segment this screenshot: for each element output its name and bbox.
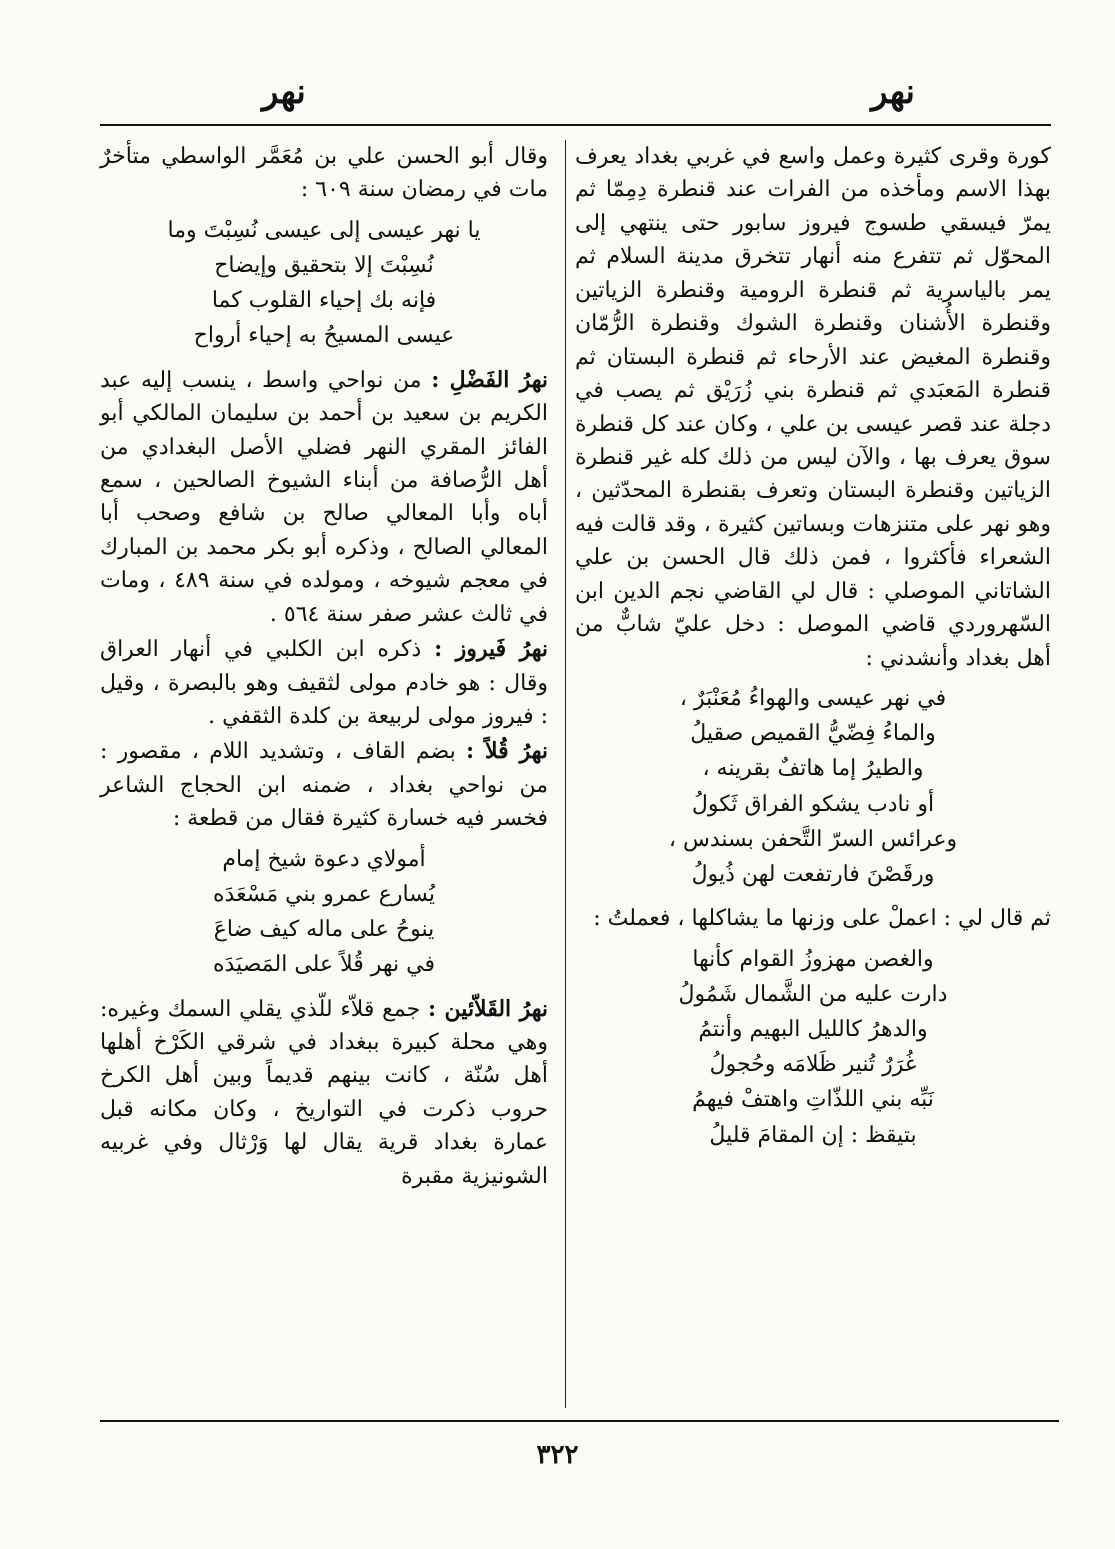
poem-line: نُسِبْتَ إلا بتحقيق وإيضاح bbox=[214, 253, 434, 279]
poem-line: والدهرُ كالليل البهيم وأنتمُ bbox=[698, 1016, 928, 1042]
poem-line: وعرائس السرّ التَّحفن بسندس ، bbox=[668, 826, 958, 852]
poem-line: غُرَرٌ تُنير ظَلامَه وحُجولُ bbox=[709, 1052, 917, 1078]
poem-line: والماءُ فِضّيُّ القميص صقيلُ bbox=[690, 721, 936, 747]
poem bbox=[100, 213, 548, 354]
entry-body: بضم القاف ، وتشديد اللام ، مقصور : من نواحي بغداد ، ضمنه ابن الحجاج الشاعر فخسر فيه خسارة كثيرة فقال من قطعة : bbox=[100, 739, 548, 832]
poem-line: بتيقظ : إن المقامَ قليلُ bbox=[709, 1122, 917, 1148]
entry-nahr-al-fadl bbox=[100, 364, 548, 632]
running-header-right: نهر bbox=[871, 72, 915, 112]
poem-line: فإنه بك إحياء القلوب كما bbox=[211, 288, 437, 314]
page-number: ٣٢٢ bbox=[536, 1440, 579, 1470]
paragraph: وقال أبو الحسن علي بن مُعَمَّر الواسطي متأخرٌ مات في رمضان سنة ٦٠٩ : bbox=[100, 144, 548, 203]
poem-line: نَبِّه بني اللذّاتِ واهتفْ فيهمُ bbox=[692, 1087, 934, 1113]
poem-line: أمولاي دعوة شيخ إمام bbox=[222, 846, 426, 872]
entry-heading: نهرُ قُلاً : bbox=[466, 738, 548, 765]
paragraph: كورة وقرى كثيرة وعمل واسع في غربي بغداد يعرف بهذا الاسم ومأخذه من الفرات عند قنطرة دِمِمّا ثم يمرّ فيسقي طسوج فيروز سابور حتى ينتهي إلى المحوّل ثم تتفرع منه أنهار تتخرق مدينة السلام ثم يمر بالياسرية ثم قنطرة الرومية وقنطرة الزياتين وقنطرة الأُشنان وقنطرة الشوك وقنطرة الرُّمّان وقنطرة المغيض عند الأرحاء ثم قنطرة البستان ثم قنطرة المَعبَدي ثم قنطرة بني زُرَيْق ثم يصب في دجلة عند قصر عيسى بن علي ، وكان عند كل قنطرة سوق يعرف بها ، والآن ليس من ذلك كله غير قنطرة الزياتين وقنطرة البستان وتعرف بقنطرة المحدّثين ، وهو نهر على متنزهات وبساتين كثيرة ، وقد قالت فيه الشعراء فأكثروا ، فمن ذلك قال الحسن بن علي الشاتاني الموصلي : قال لي القاضي نجم الدين ابن السّهروردي قاضي الموصل : دخل عليّ شابٌّ من أهل بغداد وأنشدني : bbox=[575, 144, 1051, 671]
poem bbox=[100, 842, 548, 983]
running-header-left: نهر bbox=[262, 72, 306, 112]
paragraph: ثم قال لي : اعملْ على وزنها ما يشاكلها ، فعملتُ : bbox=[593, 906, 1051, 932]
poem bbox=[575, 942, 1051, 1153]
header-rule bbox=[100, 124, 1051, 126]
entry-heading: نهرُ الفَضْلِ : bbox=[431, 366, 549, 393]
entry-body: ذكره ابن الكلبي في أنهار العراق وقال : هو خادم مولى لثقيف وهو بالبصرة ، وقيل : فيروز مولى لربيعة بن كلدة الثقفي . bbox=[100, 637, 548, 729]
poem-line: دارت عليه من الشَّمال شَمُولُ bbox=[678, 981, 948, 1007]
entry-body: جمع قلاّء للّذي يقلي السمك وغيره: وهي محلة كبيرة ببغداد في شرقي الكَرْخ أهلها أهل سُنّة ، كانت بينهم قديماً وبين أهل الكرخ حروب ذكرت في التواريخ ، وكان مكانه قبل عمارة بغداد قرية يقال لها وَرْثال وفي غربيه الشونيزية مقبرة bbox=[100, 996, 548, 1189]
poem-line: في نهر قُلاً على المَصيَدَه bbox=[213, 952, 435, 978]
poem-line: في نهر عيسى والهواءُ مُعَنْبَرٌ ، bbox=[679, 686, 947, 711]
entry-heading: نهرُ فَيروز : bbox=[434, 636, 548, 663]
poem-line: يا نهر عيسى إلى عيسى نُسِبْتَ وما bbox=[167, 217, 481, 243]
poem-line: ورقَصْنَ فارتفعت لهن ذُيولُ bbox=[691, 861, 935, 887]
poem-line: ينوحُ على ماله كيف ضاعَ bbox=[213, 917, 435, 943]
entry-heading: نهرُ القَلاّئين : bbox=[427, 995, 548, 1022]
entry-nahr-al-qallain bbox=[100, 993, 548, 1194]
right-column bbox=[575, 140, 1051, 1163]
poem-line: يُسارع عمرو بني مَسْعَدَه bbox=[213, 881, 435, 907]
entry-nahr-fayruz bbox=[100, 633, 548, 733]
poem-line: عيسى المسيحُ به إحياء أرواح bbox=[193, 323, 455, 349]
poem-line: والطيرُ إما هاتفٌ بقرينه ، bbox=[702, 756, 924, 782]
entry-body: من نواحي واسط ، ينسب إليه عبد الكريم بن سعيد بن أحمد بن سليمان المالكي أبو الفائز المقري النهر فضلي الأصل البغدادي من أهل الرُّصافة من أبناء الشيوخ الصالحين ، سمع أباه وأبا المعالي صالح بن شافع وصحب أبا المعالي الصالح ، وذكره أبو بكر محمد بن المبارك في معجم شيوخه ، ومولده في سنة ٤٨٩ ، ومات في ثالث عشر صفر سنة ٥٦٤ . bbox=[100, 367, 548, 627]
entry-nahr-qulla bbox=[100, 735, 548, 835]
left-column bbox=[100, 140, 548, 1195]
poem-line: والغصن مهزوزُ القوام كأنها bbox=[692, 946, 934, 972]
column-divider bbox=[565, 140, 566, 1408]
footer-rule bbox=[100, 1420, 1059, 1422]
poem bbox=[575, 681, 1051, 892]
poem-line: أو نادب يشكو الفراق ثَكولُ bbox=[691, 791, 935, 817]
